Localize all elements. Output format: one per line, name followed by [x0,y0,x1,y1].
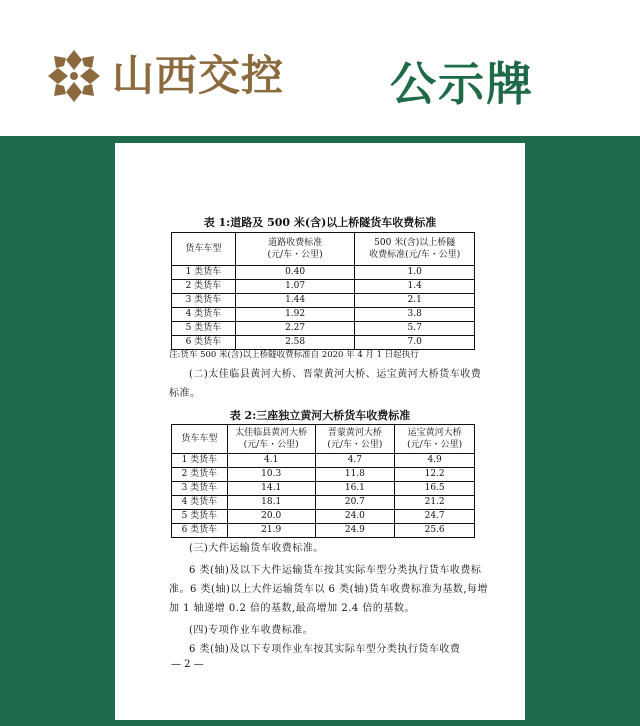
table-cell: 14.1 [227,482,315,496]
table-cell: 4 类货车 [172,308,236,322]
document-page [115,143,525,720]
table-cell: 7.0 [355,336,475,350]
table1-note: 注:货车 500 米(含)以上桥隧收费标准自 2020 年 4 月 1 日起执行 [169,350,419,360]
table2-header: 太佳临县黄河大桥 (元/车・公里) [227,425,315,454]
table-cell: 25.6 [395,524,475,538]
table1-header: 500 米(含)以上桥隧 收费标准(元/车・公里) [355,233,475,266]
table-cell: 5 类货车 [172,510,228,524]
table-cell: 1.44 [235,294,355,308]
table-cell: 16.5 [395,482,475,496]
table-cell: 1.0 [355,266,475,280]
table-cell: 2.1 [355,294,475,308]
section-4-heading: (四)专项作业车收费标准。 [189,625,314,636]
table-cell: 4.7 [315,454,395,468]
table-cell: 24.9 [315,524,395,538]
table-cell: 2 类货车 [172,468,228,482]
table-cell: 1.4 [355,280,475,294]
table2-header: 运宝黄河大桥 (元/车・公里) [395,425,475,454]
table-cell: 16.1 [315,482,395,496]
section-2-heading: (二)太佳临县黄河大桥、晋蒙黄河大桥、运宝黄河大桥货车收费标准。 [169,369,482,399]
section-3-body: 6 类(轴)及以下大件运输货车按其实际车型分类执行货车收费标准。6 类(轴)以上大件运输货车以 6 类(轴)货车收费标准为基数,每增加 1 轴递增 0.2 倍的基数,最高增加 2.4 倍的基数。 [169,565,489,614]
table-row [172,294,475,308]
table-cell: 21.9 [227,524,315,538]
table-cell: 2.58 [235,336,355,350]
table-row [172,280,475,294]
table2-title: 表 2:三座独立黄河大桥货车收费标准 [229,409,411,422]
table-cell: 6 类货车 [172,336,236,350]
table-cell: 10.3 [227,468,315,482]
table-cell: 21.2 [395,496,475,510]
table-cell: 1 类货车 [172,266,236,280]
company-name: 山西交控 [112,51,285,100]
header-banner [0,0,640,136]
table-cell: 4 类货车 [172,496,228,510]
table-cell: 0.40 [235,266,355,280]
table2-header: 货车车型 [172,425,228,454]
table1-header: 货车车型 [172,233,236,266]
board-title: 公示牌 [390,57,534,111]
section-4-body: 6 类(轴)及以下专项作业车按其实际车型分类执行货车收费 [189,644,461,655]
table-cell: 12.2 [395,468,475,482]
table-cell: 4.1 [227,454,315,468]
table-row [172,482,475,496]
table2 [171,424,475,538]
table-row [172,322,475,336]
table-cell: 4.9 [395,454,475,468]
table-cell: 5.7 [355,322,475,336]
table-cell: 1.07 [235,280,355,294]
table1-title: 表 1:道路及 500 米(含)以上桥隧货车收费标准 [203,216,437,229]
table-row [172,266,475,280]
section-3-heading: (三)大件运输货车收费标准。 [189,543,324,554]
table-cell: 3 类货车 [172,294,236,308]
table-cell: 20.7 [315,496,395,510]
table-cell: 1 类货车 [172,454,228,468]
table-row [172,468,475,482]
table1-header: 道路收费标准 (元/车・公里) [235,233,355,266]
shanxi-jiaokong-logo-icon [44,46,104,106]
table-cell: 24.7 [395,510,475,524]
table-cell: 2 类货车 [172,280,236,294]
table1 [171,232,475,350]
table2-header: 晋蒙黄河大桥 (元/车・公里) [315,425,395,454]
table-cell: 5 类货车 [172,322,236,336]
page-number: — 2 — [171,659,204,670]
table-cell: 3 类货车 [172,482,228,496]
table-row [172,308,475,322]
table-cell: 2.27 [235,322,355,336]
table-cell: 1.92 [235,308,355,322]
table-row [172,454,475,468]
table-cell: 6 类货车 [172,524,228,538]
table-cell: 20.0 [227,510,315,524]
table-cell: 24.0 [315,510,395,524]
table-cell: 18.1 [227,496,315,510]
table-cell: 3.8 [355,308,475,322]
table-row [172,336,475,350]
table-row [172,524,475,538]
table-row [172,496,475,510]
table-row [172,510,475,524]
table-cell: 11.8 [315,468,395,482]
